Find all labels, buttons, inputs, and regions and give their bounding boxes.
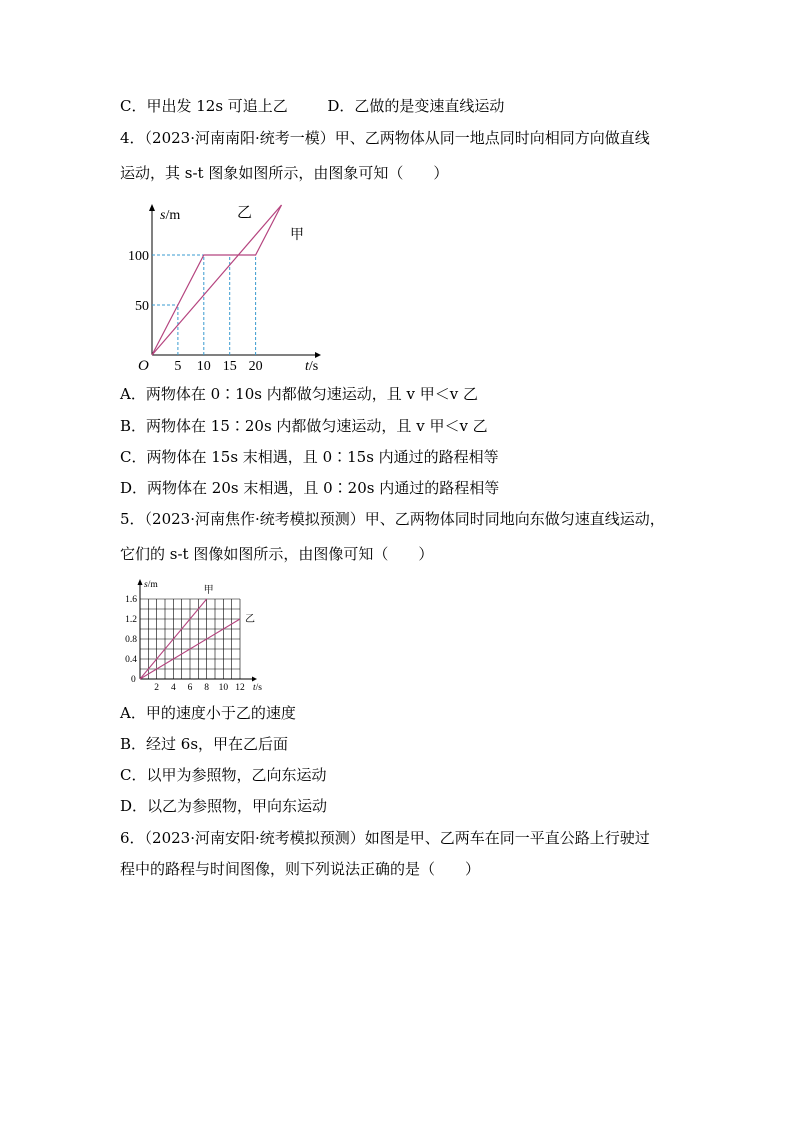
q5-stem-line2: 它们的 s-t 图像如图所示，由图像可知（ ） <box>120 545 434 563</box>
q3-option-c: C．甲出发 12s 可追上乙 <box>120 97 288 115</box>
y-tick-label: 50 <box>135 299 149 314</box>
y-axis-arrow <box>149 204 155 211</box>
q4-option-c: C．两物体在 15s 末相遇，且 0∶15s 内通过的路程相等 <box>120 448 499 466</box>
x-axis-label: t/s <box>305 359 319 374</box>
series-line-jia <box>152 205 282 355</box>
series-label-jia: 甲 <box>203 585 214 596</box>
x-tick-label: 20 <box>248 359 263 374</box>
q5-option-c: C．以甲为参照物，乙向东运动 <box>120 766 327 784</box>
q5-option-a: A．甲的速度小于乙的速度 <box>120 704 296 722</box>
x-tick-label: 4 <box>170 683 176 693</box>
y-axis-arrow <box>138 579 143 585</box>
y-tick-label: 0.8 <box>125 635 137 645</box>
y-tick-label: 1.6 <box>125 595 137 605</box>
q4-st-graph <box>125 195 340 375</box>
series-label-yi: 乙 <box>245 614 255 625</box>
y-tick-label: 100 <box>128 249 149 264</box>
x-axis-label: t/s <box>253 683 262 693</box>
q5-option-b: B．经过 6s，甲在乙后面 <box>120 735 289 753</box>
q3-options <box>120 96 504 116</box>
q4-option-d: D．两物体在 20s 末相遇，且 0∶20s 内通过的路程相等 <box>120 479 500 497</box>
x-tick-label: 2 <box>154 683 160 693</box>
q5-option-d: D．以乙为参照物，甲向东运动 <box>120 797 328 815</box>
q4-option-a: A．两物体在 0∶10s 内都做匀速运动，且 v 甲＜v 乙 <box>120 385 478 403</box>
x-tick-label: 15 <box>222 359 237 374</box>
q6-stem-line1: 6．（2023·河南安阳·统考模拟预测）如图是甲、乙两车在同一平直公路上行驶过 <box>120 829 650 847</box>
q4-stem-line2: 运动，其 s-t 图象如图所示，由图象可知（ ） <box>120 164 449 182</box>
series-label-jia: 甲 <box>290 228 304 243</box>
q6-stem-line2: 程中的路程与时间图像，则下列说法正确的是（ ） <box>120 860 481 878</box>
q5-stem-line1: 5．（2023·河南焦作·统考模拟预测）甲、乙两物体同时同地向东做匀速直线运动， <box>120 510 665 528</box>
q4-stem-line1: 4．（2023·河南南阳·统考一模）甲、乙两物体从同一地点同时向相同方向做直线 <box>120 129 650 147</box>
y-tick-label: 0.4 <box>125 655 137 665</box>
q5-st-graph <box>118 575 278 700</box>
x-tick-label: 6 <box>187 683 193 693</box>
series-label-yi: 乙 <box>237 205 253 221</box>
x-tick-label: 5 <box>174 359 182 374</box>
x-axis-arrow <box>252 677 257 682</box>
origin-label: 0 <box>131 675 136 685</box>
q4-option-b: B．两物体在 15∶20s 内都做匀速运动，且 v 甲＜v 乙 <box>120 417 488 435</box>
y-tick-label: 1.2 <box>125 615 137 625</box>
x-tick-label: 10 <box>218 683 229 693</box>
x-tick-label: 12 <box>235 683 245 693</box>
x-tick-label: 8 <box>204 683 210 693</box>
origin-label: O <box>138 358 149 374</box>
x-axis-arrow <box>315 352 321 358</box>
q3-option-d: D．乙做的是变速直线运动 <box>327 97 505 115</box>
x-tick-label: 10 <box>196 359 211 374</box>
y-axis-label: s/m <box>160 208 181 223</box>
y-axis-label: s/m <box>144 580 158 590</box>
